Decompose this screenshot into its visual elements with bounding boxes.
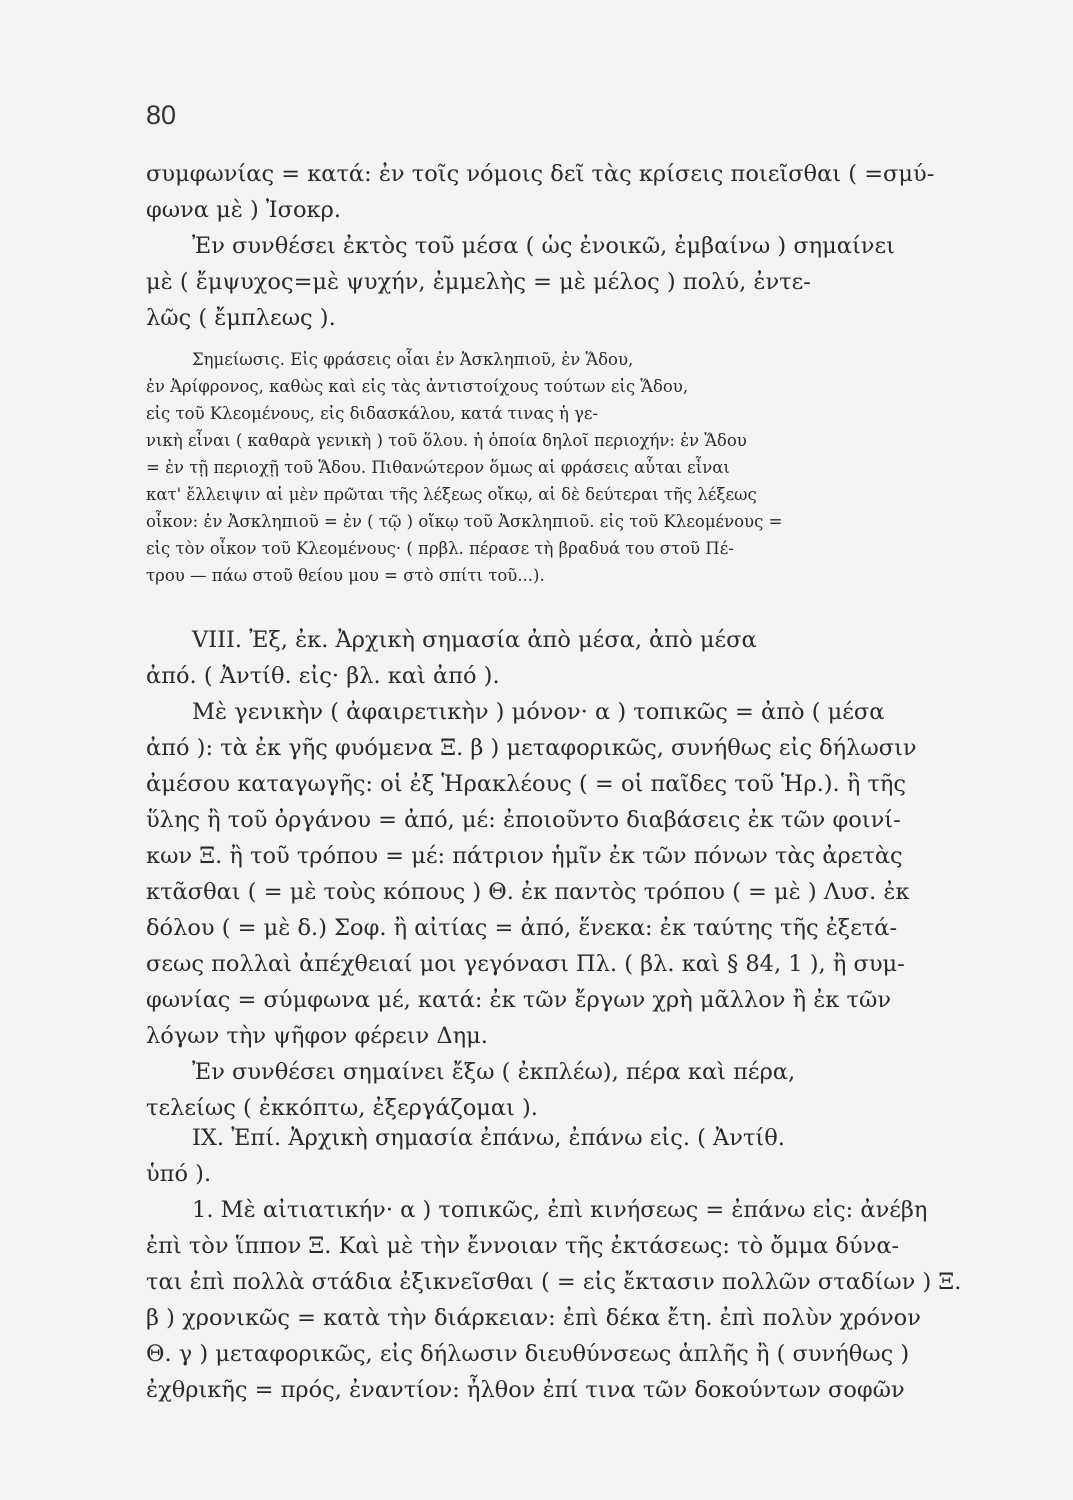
- text-line: Θ. γ ) μεταφορικῶς, εἰς δήλωσιν διευθύνσεως ἁπλῆς ἢ ( συνήθως ): [146, 1341, 910, 1367]
- text-line: β ) χρονικῶς = κατὰ τὴν διάρκειαν: ἐπὶ δέκα ἔτη. ἐπὶ πολὺν χρόνον: [146, 1305, 921, 1331]
- text-line: δόλου ( = μὲ δ.) Σοφ. ἢ αἰτίας = ἀπό, ἕνεκα: ἐκ ταύτης τῆς ἐξετά-: [146, 915, 898, 941]
- note-block: [146, 346, 984, 589]
- text-line: Ἐν συνθέσει σημαίνει ἔξω ( ἐκπλέω), πέρα καὶ πέρα,: [192, 1059, 796, 1085]
- text-line: Ἐν συνθέσει ἐκτὸς τοῦ μέσα ( ὡς ἐνοικῶ, ἐμβαίνω ) σημαίνει: [192, 233, 895, 259]
- section-heading: IX. Ἐπί. Ἀρχικὴ σημασία ἐπάνω, ἐπάνω εἰς. ( Ἀντίθ.: [192, 1125, 785, 1151]
- note-line: νικὴ εἶναι ( καθαρὰ γενικὴ ) τοῦ ὅλου. ἡ ὁποία δηλοῖ περιοχήν: ἐν Ἅδου: [146, 431, 747, 450]
- text-line: ὕλης ἢ τοῦ ὀργάνου = ἀπό, μέ: ἐποιοῦντο διαβάσεις ἐκ τῶν φοινί-: [146, 807, 901, 833]
- section-viii: [146, 622, 984, 1126]
- note-line: ἐν Ἀρίφρονος, καθὼς καὶ εἰς τὰς ἀντιστοίχους τούτων εἰς Ἅδου,: [146, 377, 689, 396]
- text-line: ἐχθρικῆς = πρός, ἐναντίον: ἦλθον ἐπί τινα τῶν δοκούντων σοφῶν: [146, 1377, 905, 1403]
- text-line: μὲ ( ἔμψυχος=μὲ ψυχήν, ἐμμελὴς = μὲ μέλος ) πολύ, ἐντε-: [146, 269, 811, 295]
- text-line: ἐπὶ τὸν ἵππον Ξ. Καὶ μὲ τὴν ἔννοιαν τῆς ἐκτάσεως: τὸ ὄμμα δύνα-: [146, 1233, 900, 1259]
- text-line: λόγων τὴν ψῆφον φέρειν Δημ.: [146, 1023, 488, 1049]
- text-line: ται ἐπὶ πολλὰ στάδια ἐξικνεῖσθαι ( = εἰς ἔκτασιν πολλῶν σταδίων ) Ξ.: [146, 1269, 962, 1295]
- note-line: οἶκον: ἐν Ἀσκληπιοῦ = ἐν ( τῷ ) οἴκῳ τοῦ Ἀσκληπιοῦ. εἰς τοῦ Κλεομένους =: [146, 512, 783, 531]
- text-line: φωνα μὲ ) Ἰσοκρ.: [146, 197, 341, 223]
- text-line: φωνίας = σύμφωνα μέ, κατά: ἐκ τῶν ἔργων χρὴ μᾶλλον ἢ ἐκ τῶν: [146, 987, 891, 1013]
- section-heading: VIII. Ἐξ, ἐκ. Ἀρχικὴ σημασία ἀπὸ μέσα, ἀπὸ μέσα: [192, 627, 757, 653]
- text-line: ἀπό. ( Ἀντίθ. εἰς· βλ. καὶ ἀπό ).: [146, 663, 500, 689]
- text-line: Μὲ γενικὴν ( ἀφαιρετικὴν ) μόνον· α ) τοπικῶς = ἀπὸ ( μέσα: [192, 699, 885, 725]
- text-line: συμφωνίας = κατά: ἐν τοῖς νόμοις δεῖ τὰς κρίσεις ποιεῖσθαι ( =σμύ-: [146, 161, 935, 187]
- text-line: κων Ξ. ἢ τοῦ τρόπου = μέ: πάτριον ἡμῖν ἐκ τῶν πόνων τὰς ἀρετὰς: [146, 843, 903, 869]
- note-line: εἰς τοῦ Κλεομένους, εἰς διδασκάλου, κατά τινας ἡ γε-: [146, 404, 599, 423]
- section-top: [146, 156, 984, 336]
- page-number: 80: [146, 100, 177, 130]
- note-line: κατ' ἔλλειψιν αἱ μὲν πρῶται τῆς λέξεως οἴκῳ, αἱ δὲ δεύτεραι τῆς λέξεως: [146, 485, 757, 504]
- text-line: ἀμέσου καταγωγῆς: οἱ ἐξ Ἡρακλέους ( = οἱ παῖδες τοῦ Ἡρ.). ἢ τῆς: [146, 771, 906, 797]
- section-ix: [146, 1120, 984, 1408]
- text-line: 1. Μὲ αἰτιατικήν· α ) τοπικῶς, ἐπὶ κινήσεως = ἐπάνω εἰς: ἀνέβη: [192, 1197, 928, 1223]
- note-line: = ἐν τῇ περιοχῇ τοῦ Ἅδου. Πιθανώτερον ὅμως αἱ φράσεις αὗται εἶναι: [146, 458, 730, 477]
- text-line: τελείως ( ἐκκόπτω, ἐξεργάζομαι ).: [146, 1095, 538, 1121]
- note-line: τρου — πάω στοῦ θείου μου = στὸ σπίτι τοῦ...).: [146, 566, 545, 585]
- note-line: Σημείωσις. Εἰς φράσεις οἷαι ἐν Ἀσκληπιοῦ, ἐν Ἅδου,: [192, 350, 634, 369]
- text-line: ὑπό ).: [146, 1161, 212, 1187]
- text-line: κτᾶσθαι ( = μὲ τοὺς κόπους ) Θ. ἐκ παντὸς τρόπου ( = μὲ ) Λυσ. ἐκ: [146, 879, 910, 905]
- note-line: εἰς τὸν οἶκον τοῦ Κλεομένους· ( πρβλ. πέρασε τὴ βραδυά του στοῦ Πέ-: [146, 539, 734, 558]
- text-line: ἀπό ): τὰ ἐκ γῆς φυόμενα Ξ. β ) μεταφορικῶς, συνήθως εἰς δήλωσιν: [146, 735, 917, 761]
- text-line: λῶς ( ἔμπλεως ).: [146, 305, 336, 331]
- text-line: σεως πολλαὶ ἀπέχθειαί μοι γεγόνασι Πλ. ( βλ. καὶ § 84, 1 ), ἢ συμ-: [146, 951, 905, 977]
